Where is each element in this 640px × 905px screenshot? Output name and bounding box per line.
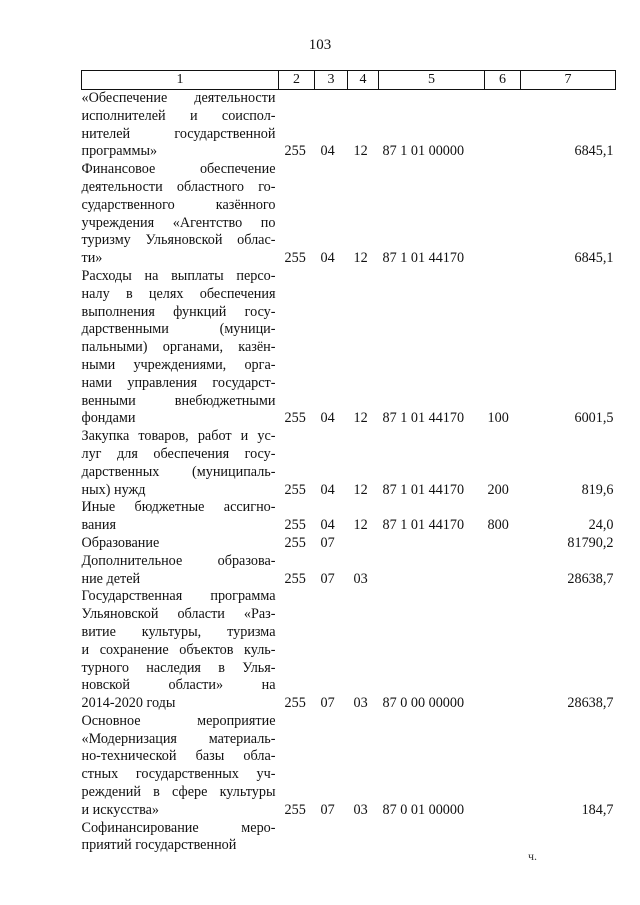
header-col-7: 7 <box>521 71 616 90</box>
row-code-target: 87 0 01 00000 <box>382 801 465 818</box>
table-row <box>82 161 616 268</box>
row-name <box>82 553 279 589</box>
row-name-line: Образование <box>81 534 160 551</box>
row-code-subsection: 03 <box>353 695 368 712</box>
row-name-line: фондами <box>81 410 136 427</box>
row-code-section: 07 <box>320 534 335 551</box>
row-name-line: «Модернизация материаль- <box>81 730 276 747</box>
row-code-subsection: 12 <box>353 410 368 427</box>
row-name-line: туризму Ульяновской облас- <box>81 232 276 249</box>
row-code-subsection <box>348 820 379 856</box>
row-code-section: 07 <box>320 570 335 587</box>
row-code-admin: 255 <box>284 143 306 160</box>
footer-mark: ч. <box>528 849 538 863</box>
row-code-subsection: 03 <box>353 801 368 818</box>
table-row <box>82 268 616 428</box>
header-col-4: 4 <box>348 71 379 90</box>
row-name-line: Ульяновской области «Раз- <box>81 606 276 623</box>
row-code-subsection: 03 <box>353 570 368 587</box>
row-name-line: Закупка товаров, работ и ус- <box>81 428 276 445</box>
table-header-row <box>82 71 616 90</box>
row-code-expense-type: 100 <box>487 410 509 427</box>
row-name-line: налу в целях обеспечения <box>81 285 276 302</box>
row-name-line: нами управления государст- <box>81 374 276 391</box>
header-col-6: 6 <box>485 71 521 90</box>
row-name <box>82 268 279 428</box>
row-code-expense-type: 200 <box>487 481 509 498</box>
row-amount: 28638,7 <box>567 695 614 712</box>
row-code-admin: 255 <box>284 410 306 427</box>
row-code-admin: 255 <box>284 250 306 267</box>
row-name-line: турного наследия в Улья- <box>81 659 276 676</box>
row-code-expense-type <box>485 588 521 713</box>
table-row <box>82 713 616 820</box>
row-name-line: и сохранение объектов куль- <box>81 641 276 658</box>
row-name-line: Софинансирование меро- <box>81 819 276 836</box>
row-name-line: вания <box>81 517 117 534</box>
row-name-line: Основное мероприятие <box>81 712 276 729</box>
row-name-line: нителей государственной <box>81 125 276 142</box>
row-code-admin: 255 <box>284 481 306 498</box>
row-code-admin: 255 <box>284 695 306 712</box>
header-col-3: 3 <box>315 71 348 90</box>
row-name-line: приятий государственной <box>81 837 237 854</box>
row-amount: 6001,5 <box>574 410 614 427</box>
row-code-section: 07 <box>320 695 335 712</box>
row-name-line: дарственными (муници- <box>81 321 276 338</box>
row-code-admin <box>279 820 315 856</box>
row-name-line: дарственных (муниципаль- <box>81 463 276 480</box>
row-name-line: Государственная программа <box>81 588 276 605</box>
row-name-line: реждений в сфере культуры <box>81 784 276 801</box>
row-name-line: Расходы на выплаты персо- <box>81 267 276 284</box>
row-code-target: 87 1 01 00000 <box>382 143 465 160</box>
row-amount: 184,7 <box>581 801 614 818</box>
row-name-line: ными учреждениями, орга- <box>81 356 276 373</box>
row-name-line: Иные бюджетные ассигно- <box>81 499 276 516</box>
row-code-subsection <box>348 535 379 553</box>
row-name <box>82 588 279 713</box>
row-name-line: луг для обеспечения госу- <box>81 445 276 462</box>
row-code-expense-type <box>485 535 521 553</box>
row-code-section: 04 <box>320 143 335 160</box>
row-name-line: «Обеспечение деятельности <box>81 90 276 106</box>
row-name-line: стных государственных уч- <box>81 766 276 783</box>
row-name-line: витие культуры, туризма <box>81 623 276 640</box>
row-name-line: Дополнительное образова- <box>81 552 276 569</box>
row-code-subsection: 12 <box>353 143 368 160</box>
row-code-subsection: 12 <box>353 517 368 534</box>
row-code-target <box>379 553 485 589</box>
row-name <box>82 713 279 820</box>
page-number: 103 <box>308 37 332 53</box>
row-name-line: пальными) органами, казён- <box>81 339 276 356</box>
header-col-5: 5 <box>379 71 485 90</box>
row-name <box>82 90 279 162</box>
row-code-admin: 255 <box>284 534 306 551</box>
row-name <box>82 161 279 268</box>
row-code-expense-type: 800 <box>487 517 509 534</box>
row-name-line: ти» <box>81 250 103 267</box>
row-name <box>82 820 279 856</box>
table-row <box>82 588 616 713</box>
row-amount: 24,0 <box>588 517 614 534</box>
row-code-admin: 255 <box>284 517 306 534</box>
row-name-line: 2014-2020 годы <box>81 695 176 712</box>
header-col-2: 2 <box>279 71 315 90</box>
table-body <box>82 90 616 856</box>
row-code-expense-type <box>485 713 521 820</box>
row-code-target: 87 1 01 44170 <box>382 481 465 498</box>
row-name-line: сударственного казённого <box>81 196 276 213</box>
row-name <box>82 499 279 535</box>
row-name-line: и искусства» <box>81 801 160 818</box>
table-row <box>82 535 616 553</box>
row-code-admin: 255 <box>284 570 306 587</box>
row-name-line: Финансовое обеспечение <box>81 161 276 178</box>
row-name-line: программы» <box>81 143 158 160</box>
row-code-section <box>315 820 348 856</box>
row-name-line: выполнения функций госу- <box>81 303 276 320</box>
row-code-section: 04 <box>320 410 335 427</box>
table-row <box>82 499 616 535</box>
row-code-target <box>379 535 485 553</box>
row-code-section: 04 <box>320 481 335 498</box>
row-amount: 81790,2 <box>567 534 614 551</box>
row-name <box>82 428 279 499</box>
table-row <box>82 90 616 162</box>
row-code-expense-type <box>485 553 521 589</box>
row-code-expense-type <box>485 90 521 162</box>
row-name-line: венными внебюджетными <box>81 392 276 409</box>
header-col-1: 1 <box>82 71 279 90</box>
row-code-target <box>379 820 485 856</box>
row-amount: 28638,7 <box>567 570 614 587</box>
row-code-admin: 255 <box>284 801 306 818</box>
row-code-target: 87 0 00 00000 <box>382 695 465 712</box>
row-amount: 819,6 <box>581 481 614 498</box>
row-name-line: ние детей <box>81 570 141 587</box>
row-name <box>82 535 279 553</box>
row-code-target: 87 1 01 44170 <box>382 410 465 427</box>
row-code-subsection: 12 <box>353 481 368 498</box>
row-code-section: 07 <box>320 801 335 818</box>
row-code-subsection: 12 <box>353 250 368 267</box>
table-row <box>82 553 616 589</box>
budget-table <box>81 70 616 855</box>
row-code-expense-type <box>485 161 521 268</box>
row-name-line: новской области» на <box>81 677 276 694</box>
row-name-line: исполнителей и соиспол- <box>81 107 276 124</box>
row-code-target: 87 1 01 44170 <box>382 250 465 267</box>
table-row <box>82 428 616 499</box>
row-code-expense-type <box>485 820 521 856</box>
row-name-line: но-технической базы обла- <box>81 748 276 765</box>
row-name-line: деятельности областного го- <box>81 178 276 195</box>
row-code-section: 04 <box>320 517 335 534</box>
row-name-line: учреждения «Агентство по <box>81 214 276 231</box>
row-code-section: 04 <box>320 250 335 267</box>
row-amount: 6845,1 <box>574 250 614 267</box>
row-name-line: ных) нужд <box>81 481 146 498</box>
row-code-target: 87 1 01 44170 <box>382 517 465 534</box>
row-amount: 6845,1 <box>574 143 614 160</box>
